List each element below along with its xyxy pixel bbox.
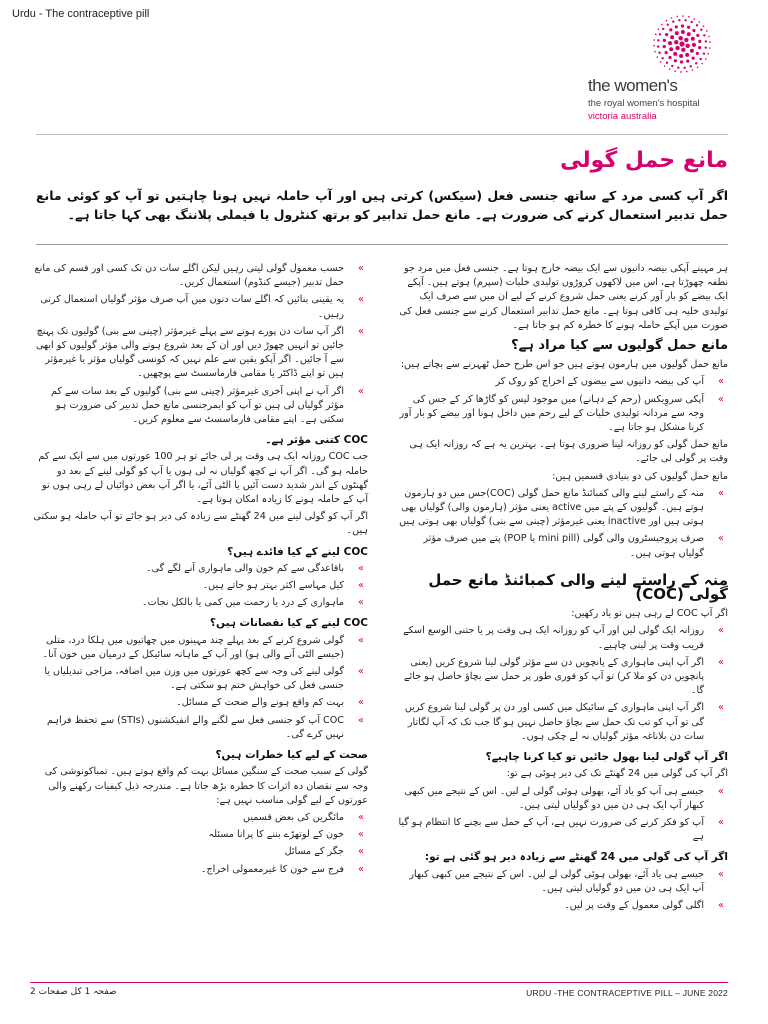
list-item: » صرف پروجیسٹرون والی گولی (mini pill یا POP) پتے میں صرف مؤثر گولیاں ہوتی ہیں۔ [423, 533, 724, 559]
hospital-logo [588, 14, 728, 124]
section-heading: صحت کے لیے کیا خطرات ہیں؟ [215, 749, 368, 762]
bullet-list [396, 487, 728, 561]
list-item: » جگر کے مسائل [30, 845, 368, 859]
list-item: » بہت کم واقع ہونے والے صحت کے مسائل۔ [30, 696, 368, 710]
page-number: صفحہ 1 کل صفحات 2 [30, 987, 117, 997]
top-divider [36, 134, 728, 135]
list-item: » آپکی سروِیکس (رحم کے دہانے) میں موجود لیس کو گاڑھا کر کے جس کی وجہ سے مردانہ تولیدی خلیات کے لیے رحم میں داخل ہونا اور بیضے کو بار آور کرنا مشکل ہو جاتا ہے۔ [399, 393, 724, 434]
list-item: » مائگرین کی بعض قسمیں [30, 811, 368, 825]
page-title: مانع حمل گولی [560, 148, 728, 173]
paragraph: جب COC روزانہ ایک ہی وقت پر لی جائے تو ہر 100 عورتوں میں سے ایک سے کم حاملہ ہو گی۔ اگر آپ نے کچھ گولیاں نہ لی ہوں یا آپ کو گولی لینے کے بعد دو گھنٹوں کے اندر شدید دست آئیں یا الٹی آئے، یا اگر آپ بعض دوائیاں لے رہی ہوں تو آپ کے حاملہ ہونے کا زیادہ امکان ہوتا ہے۔ [38, 451, 368, 506]
logo-location: victoria australia [588, 111, 657, 122]
bullet-icon: » [717, 625, 724, 637]
list-item: » جیسے ہی آپ کو یاد آئے، بھولی ہوئی گولی لے لیں۔ اس کے نتیجے میں کبھی کبھار آپ ایک ہی دن میں دو گولیاں لیتی ہیں۔ [404, 785, 724, 811]
list-item: » اگر آپ سات دن پورے ہونے سے پہلے غیرمؤثر (چینی سے بنی) گولیوں تک پہنچ جائیں تو انہیں چھوڑ دیں اور ان کے بعد شروع ہونے والی مؤثر گولیوں کو ابھی سے آ جائیں۔ اگر آپکو یقین سے علم نہیں کہ کونسی گولیاں مؤثر یا غیرمؤثر ہیں تو اپنے ڈاکٹر یا مقامی فارماسسٹ سے پوچھیں۔ [35, 325, 364, 380]
list-item: » اگلی گولی معمول کے وقت پر لیں۔ [396, 899, 728, 913]
list-item: » حسب معمول گولی لیتی رہیں لیکن اگلے سات دن تک کسی اور قسم کی مانع حمل تدبیر (جیسے کنڈوم) استعمال کریں۔ [34, 263, 364, 289]
right-column [396, 262, 728, 916]
paragraph: مانع حمل گولیوں کی دو بنیادی قسمیں ہیں: [552, 470, 728, 482]
logo-name: the women's [588, 76, 678, 95]
bullet-list [30, 562, 368, 611]
subsection-heading: اگر آپ کی گولی میں 24 گھنٹے سے زیادہ دیر ہو گئی ہے تو: [424, 851, 728, 864]
bullet-list [30, 262, 368, 427]
bullet-icon: » [357, 829, 364, 841]
paragraph: مانع حمل گولی کو روزانہ لینا ضروری ہوتا ہے۔ بہترین یہ ہے کہ روزانہ ایک ہی وقت پر گولی لی جائے۔ [409, 439, 728, 465]
bullet-icon: » [717, 868, 724, 880]
bullet-list [396, 868, 728, 914]
bullet-list [30, 634, 368, 742]
list-item: » اگر آپ اپنی ماہواری کے سائیکل میں کسی اور دن پر گولی لینا شروع کریں گی تو آپ کو تب تک حمل سے بچاؤ حاصل نہیں ہو گا جب تک کہ آپ لگاتار سات دن بلاناغہ مؤثر گولیاں نہ لے چکی ہوں۔ [404, 702, 724, 742]
left-column [30, 262, 368, 880]
paragraph: اگر آپ COC لے رہی ہیں تو یاد رکھیں: [571, 608, 728, 620]
section-heading: مانع حمل گولیوں سے کیا مراد ہے؟ [511, 338, 728, 354]
bullet-list [396, 785, 728, 845]
bullet-icon: » [717, 702, 724, 714]
list-item: » منہ کے راستے لینے والی کمبائنڈ مانع حمل گولی (COC)جس میں دو ہارمون ہوتے ہیں۔ گولیوں کے پتے میں active یعنی مؤثر (ہارمون والی) گولیاں بھی ہوتی ہیں اور inactive یعنی غیرمؤثر (چینی سے بنی) گولیاں بھی ہوتی ہیں [399, 487, 724, 528]
section-divider [36, 244, 728, 245]
paragraph: ہر مہینے آپکی بیضہ دانیوں سے ایک بیضہ خارج ہوتا ہے۔ جنسی فعل میں مرد جو نطفہ چھوڑتا ہے، اس میں لاکھوں کروڑوں تولیدی خلیات (سپرم) ہوتے ہیں۔ آپکے ایک بیضے کو بار آور کرنے یعنی حمل شروع کرنے کے لیے ان میں سے صرف ایک تولیدی خلیہ ہی کافی ہوتا ہے۔ مانع حمل تدابیر استعمال کرنے سے جنسی فعل کی صورت میں آپکے حاملہ ہونے کا خطرہ کم ہو جاتا ہے۔ [399, 263, 728, 331]
section-heading: COC لینے کے کیا نقصانات ہیں؟ [209, 617, 368, 630]
list-item: » خون کے لوتھڑے بننے کا پرانا مسئلہ [30, 828, 368, 842]
intro-paragraph: اگر آپ کسی مرد کے ساتھ جنسی فعل (سیکس) کرتی ہیں اور آپ حاملہ نہیں ہونا چاہتیں تو آپ کو کوئی مانع حمل تدبیر استعمال کرنے کی ضرورت ہے۔ مانع حمل تدابیر کو برتھ کنٹرول یا فیملی پلاننگ بھی کہا جاتا ہے۔ [36, 188, 728, 222]
bullet-list [396, 624, 728, 744]
list-item: » روزانہ ایک گولی لیں اور آپ کو روزانہ ایک ہی وقت پر یا جتنی الوسع اسکے قریب وقت پر لینی چاہیے۔ [403, 625, 724, 651]
bullet-icon: » [357, 697, 364, 709]
bullet-icon: » [717, 533, 724, 545]
bullet-icon: » [357, 846, 364, 858]
bullet-icon: » [357, 263, 364, 274]
list-item: » گولی شروع کرنے کے بعد پہلے چند مہینوں میں چھاتیوں میں ہلکا درد، متلی (جیسے الٹی آنے والی ہو) اور آپ کے ماہانہ سائیکل کے درمیان میں خون آنا۔ [42, 634, 364, 660]
paragraph: اگر آپ کو گولی لینے میں 24 گھنٹے سے زیادہ کی دیر ہو جائے تو آپ حاملہ ہو سکتی ہیں۔ [33, 511, 368, 537]
bullet-icon: » [717, 656, 724, 668]
bullet-icon: » [357, 385, 364, 397]
list-item: » جیسے ہی یاد آئے، بھولی ہوئی گولی لے لیں۔ اس کے نتیجے میں کبھی کبھار آپ ایک ہی دن میں دو گولیاں لیتی ہیں۔ [409, 868, 724, 894]
bullet-icon: » [357, 294, 364, 306]
list-item: » باقاعدگی سے کم خون والی ماہواری آنے لگے گی۔ [30, 562, 368, 576]
bullet-icon: » [357, 580, 364, 592]
list-item: » اگر آپ نے اپنی آخری غیرمؤثر (چینی سے بنی) گولیوں کے بعد سات سے کم مؤثر گولیاں لی ہیں تو آپ کو ایمرجنسی مانع حمل تدبیر کی ضرورت ہو سکتی ہے۔ اپنے مقامی فارماسسٹ سے معلوم کریں۔ [51, 385, 364, 426]
bullet-icon: » [717, 899, 724, 911]
bullet-icon: » [717, 785, 724, 797]
list-item: » کیل مہاسے اکثر بہتر ہو جاتے ہیں۔ [30, 579, 368, 593]
list-item: » فرج سے خون کا غیرمعمولی اخراج۔ [30, 863, 368, 877]
bullet-icon: » [357, 634, 364, 646]
list-item: » آپ کی بیضہ دانیوں سے بیضوں کے اخراج کو روک کر [396, 375, 728, 389]
footer-title: URDU -THE CONTRACEPTIVE PILL – JUNE 2022 [526, 988, 728, 998]
list-item: » COC آپ کو جنسی فعل سے لگنے والے انفیکشنوں (STIs) سے تحفظ فراہم نہیں کرے گی۔ [46, 714, 364, 740]
bullet-icon: » [357, 863, 364, 875]
section-heading: منہ کے راستے لینے والی کمبائنڈ مانع حمل گولی (COC) [428, 570, 728, 604]
footer-divider [30, 982, 728, 983]
bullet-list [30, 811, 368, 877]
logo-subtitle: the royal women's hospital [588, 98, 700, 109]
list-item: » آپ کو فکر کرنے کی ضرورت نہیں ہے، آپ کے حمل سے بچنے کا انتظام ہو گیا ہے [398, 816, 724, 843]
bullet-icon: » [357, 597, 364, 609]
section-heading: COC کتنی مؤثر ہے۔ [265, 434, 368, 447]
bullet-icon: » [357, 666, 364, 678]
bullet-icon: » [357, 714, 364, 726]
list-item: » اگر آپ اپنی ماہواری کے پانچویں دن سے مؤثر گولی لینا شروع کریں (یعنی پانچویں دن کو ملا کر) تو آپ کو فوری طور پر حمل سے بچاؤ حاصل ہو جائے گا۔ [403, 656, 724, 697]
bullet-icon: » [717, 393, 724, 405]
section-heading: COC لینے کے کیا فائدے ہیں؟ [227, 545, 368, 558]
bullet-icon: » [717, 487, 724, 499]
bullet-icon: » [357, 811, 364, 823]
subsection-heading: اگر آپ گولی لینا بھول جائیں تو کیا کرنا چاہیے؟ [485, 751, 728, 764]
bullet-icon: » [717, 376, 724, 388]
list-item: » گولی لینے کی وجہ سے کچھ عورتوں میں وزن میں اضافہ، مزاجی تبدیلیاں یا جنسی فعل کی خواہش ختم ہو سکتی ہے۔ [44, 666, 364, 692]
list-item: » ماہواری کے درد یا زحمت میں کمی یا بالکل نجات۔ [30, 596, 368, 610]
paragraph: مانع حمل گولیوں میں ہارمون ہوتے ہیں جو اس طرح حمل ٹھہرنے سے بچاتے ہیں: [400, 359, 728, 371]
bullet-icon: » [717, 816, 724, 828]
bullet-icon: » [357, 562, 364, 574]
logo-burst-icon [652, 14, 712, 74]
paragraph: اگر آپ کی گولی میں 24 گھنٹے تک کی دیر ہوئی ہے تو: [506, 768, 728, 780]
list-item: » یہ یقینی بنائیں کہ اگلے سات دنوں میں آپ صرف مؤثر گولیاں استعمال کرتی رہیں۔ [40, 294, 364, 320]
paragraph: گولی کے سبب صحت کے سنگین مسائل بہت کم واقع ہوتے ہیں۔ تمباکونوشی کی وجہ سے نقصان دہ اثرات کا خطرہ بڑھ جاتا ہے۔ مندرجہ ذیل کیفیات رکھنے والی عورتوں کے لیے گولی مناسب نہیں ہے: [44, 766, 368, 806]
document-label: Urdu - The contraceptive pill [12, 8, 150, 20]
bullet-icon: » [357, 325, 364, 337]
bullet-list [396, 375, 728, 435]
